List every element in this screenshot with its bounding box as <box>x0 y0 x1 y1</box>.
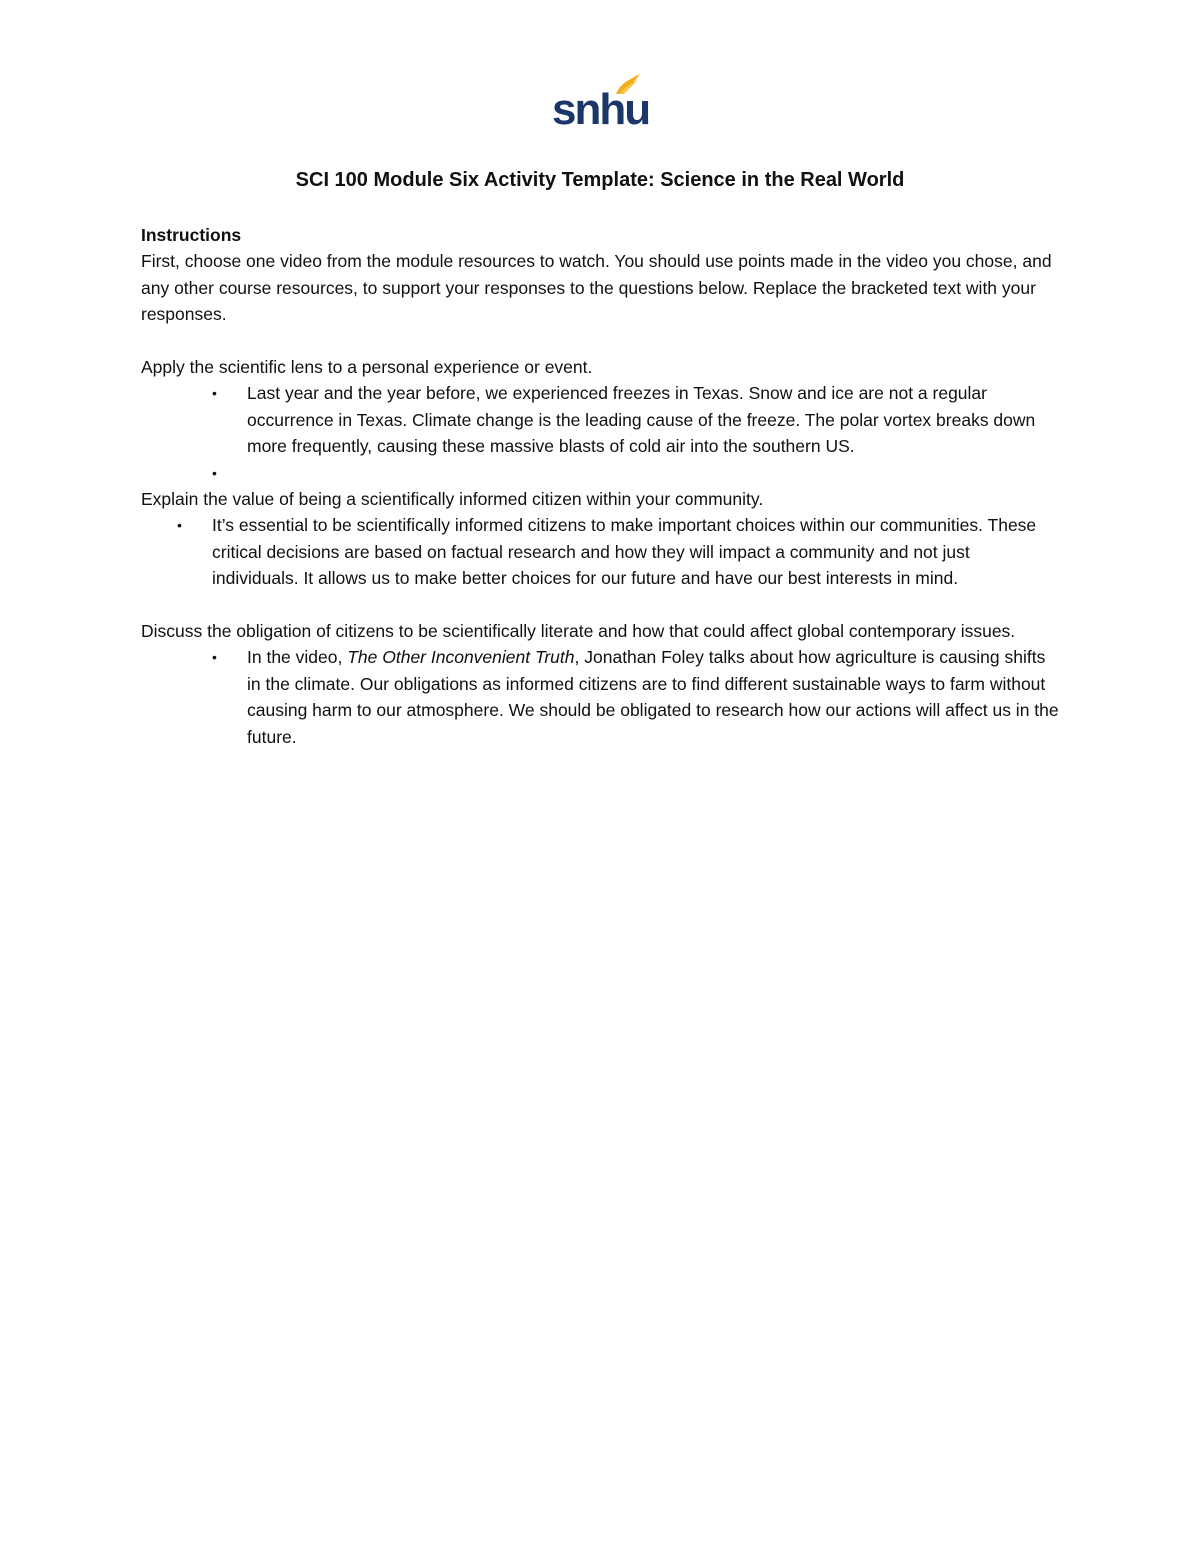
bullet-marker: • <box>177 517 182 534</box>
list-item <box>141 460 1061 486</box>
list-item <box>141 512 1061 591</box>
bullet-marker: • <box>212 385 217 402</box>
spacer <box>141 592 1061 618</box>
bullet-marker: • <box>212 464 217 481</box>
spacer <box>141 328 1061 354</box>
section-prompt: Explain the value of being a scientifically informed citizen within your community. <box>141 489 764 510</box>
list-item <box>141 380 1061 459</box>
instructions-heading: Instructions <box>141 225 242 245</box>
bullet-list <box>141 644 1061 750</box>
list-item <box>141 644 1061 750</box>
bullet-text: It’s essential to be scientifically informed citizens to make important choices within our communities. These critical decisions are based on factual research and how they will impact a community and not just individuals. It allows us to make better choices for our future and have our best interests in mind. <box>212 515 1037 589</box>
document-body <box>141 222 1061 750</box>
section-prompt: Apply the scientific lens to a personal experience or event. <box>141 357 593 378</box>
document-title: SCI 100 Module Six Activity Template: Science in the Real World <box>295 169 905 191</box>
video-title: The Other Inconvenient Truth <box>347 647 575 668</box>
bullet-list <box>141 380 1061 486</box>
bullet-text: Last year and the year before, we experienced freezes in Texas. Snow and ice are not a regular occurrence in Texas. Climate change is the leading cause of the freeze. The polar vortex breaks down more frequently, causing these massive blasts of cold air into the southern US. <box>247 383 1036 457</box>
snhu-logo <box>552 72 650 136</box>
section-prompt: Discuss the obligation of citizens to be scientifically literate and how that could affect global contemporary issues. <box>141 621 1016 642</box>
bullet-text-before: In the video, <box>247 647 348 668</box>
bullet-marker: • <box>212 649 217 666</box>
logo-wordmark: snhu <box>552 85 650 134</box>
instructions-text: First, choose one video from the module resources to watch. You should use points made in the video you chose, and any other course resources, to support your responses to the questions below. Replace the bracketed text with your responses. <box>141 251 1052 325</box>
bullet-list <box>141 512 1061 591</box>
bullet-text-after: , Jonathan Foley talks about how agriculture is causing shifts in the climate. Our obligations as informed citizens are to find different sustainable ways to farm without causing harm to our atmosphere. We should be obligated to research how our actions will affect us in the future. <box>247 647 1059 747</box>
